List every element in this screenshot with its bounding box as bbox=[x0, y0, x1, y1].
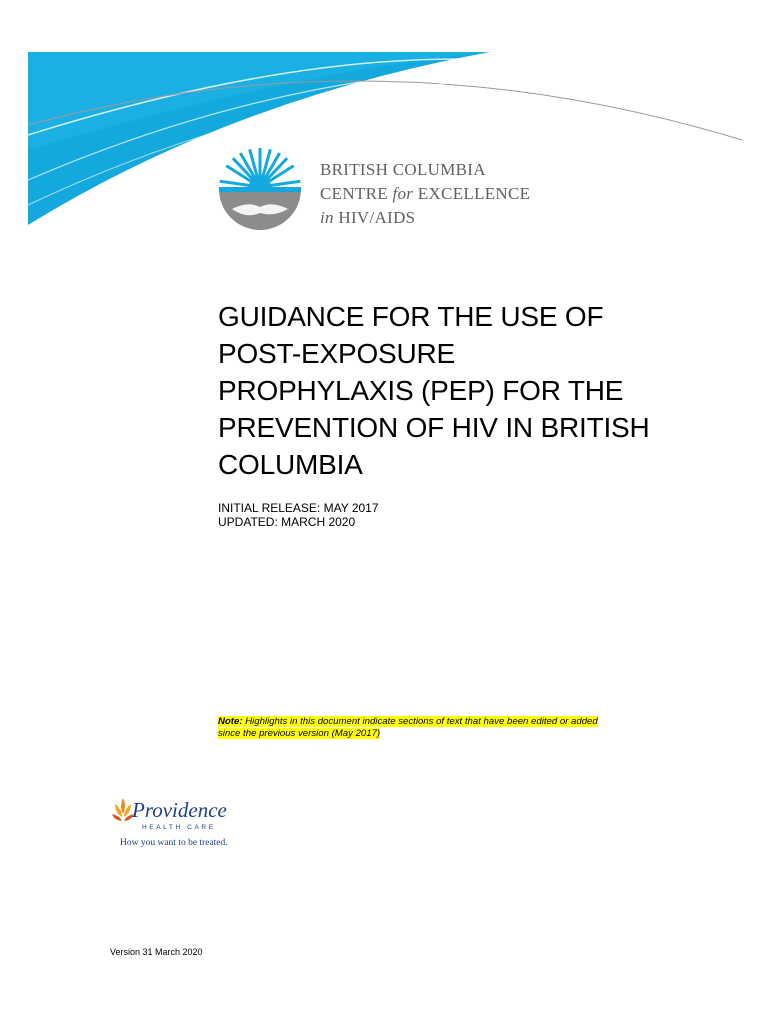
title-line: PROPHYLAXIS (PEP) FOR THE bbox=[218, 375, 624, 406]
providence-subtitle: HEALTH CARE bbox=[142, 824, 216, 831]
providence-logo bbox=[110, 790, 260, 852]
title-line: POST-EXPOSURE bbox=[218, 338, 456, 369]
providence-tagline: How you want to be treated. bbox=[120, 838, 228, 848]
note-label: Note: bbox=[218, 716, 243, 727]
title-line: GUIDANCE FOR THE USE OF bbox=[218, 301, 604, 332]
version-footer: Version 31 March 2020 bbox=[110, 947, 203, 957]
note-text-line-2: since the previous version (May 2017) bbox=[218, 728, 381, 739]
bccfe-logo-icon bbox=[218, 147, 302, 231]
providence-name: Providence bbox=[132, 798, 227, 822]
highlight-note bbox=[218, 716, 658, 740]
note-text-line-1: Highlights in this document indicate sections of text that have been edited or added bbox=[245, 716, 598, 727]
title-line: COLUMBIA bbox=[218, 449, 363, 480]
org-name-line-2: CENTRE for EXCELLENCE bbox=[320, 184, 531, 203]
title-line: PREVENTION OF HIV IN BRITISH bbox=[218, 412, 650, 443]
initial-release-date: INITIAL RELEASE: MAY 2017 bbox=[218, 501, 379, 515]
org-name-line-1: BRITISH COLUMBIA bbox=[320, 160, 486, 179]
document-title bbox=[218, 298, 688, 483]
updated-date: UPDATED: MARCH 2020 bbox=[218, 515, 356, 529]
org-name-line-3: in HIV/AIDS bbox=[320, 208, 416, 227]
